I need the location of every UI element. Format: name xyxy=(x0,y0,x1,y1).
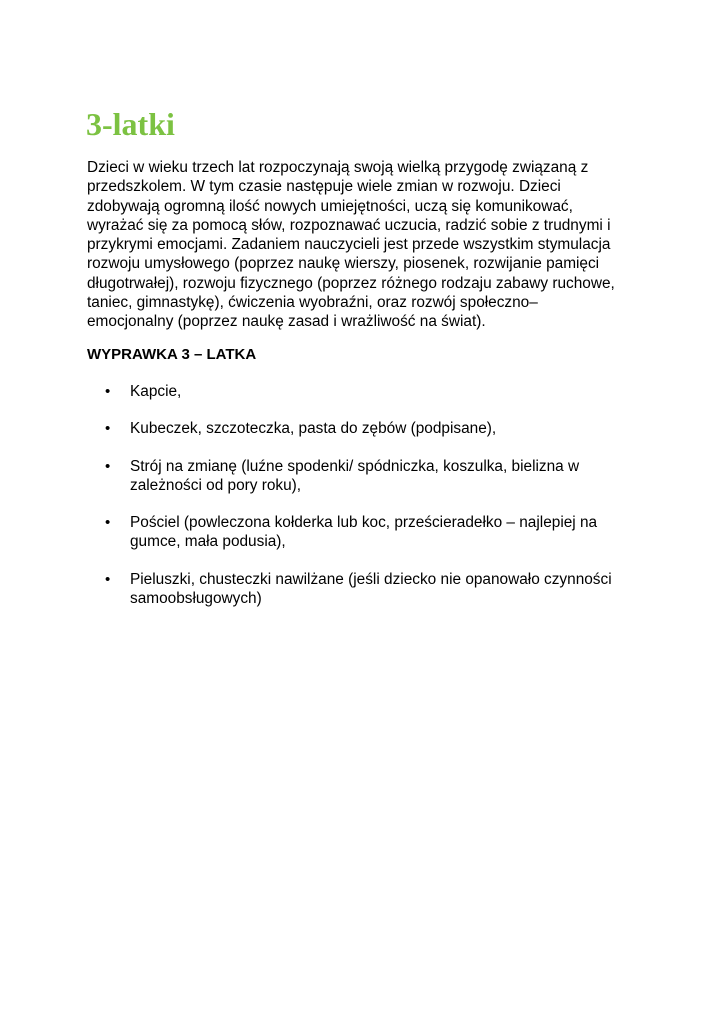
list-item-text: Kubeczek, szczoteczka, pasta do zębów (podpisane), xyxy=(130,420,497,438)
list-item-text: Strój na zmianę (luźne spodenki/ spódniczka, koszulka, bielizna w xyxy=(130,457,580,475)
intro-line: przedszkolem. W tym czasie następuje wiele zmian w rozwoju. Dzieci xyxy=(87,178,561,196)
document-title: 3-latki xyxy=(86,106,175,142)
intro-line: wyrażać się za pomocą słów, rozpoznawać uczucia, radzić sobie z trudnymi i xyxy=(87,216,611,234)
list-item xyxy=(87,419,647,438)
bullet-icon: • xyxy=(105,514,111,532)
list-item-text: samoobsługowych) xyxy=(130,590,262,608)
bullet-icon: • xyxy=(105,420,111,438)
intro-line: rozwoju umysłowego (poprzez naukę wierszy, piosenek, rozwijanie pamięci xyxy=(87,255,600,273)
list-item-text: Pieluszki, chusteczki nawilżane (jeśli dziecko nie opanowało czynności xyxy=(130,570,612,588)
list-item xyxy=(87,457,647,496)
list-item xyxy=(87,382,647,401)
bullet-icon: • xyxy=(105,570,111,588)
intro-line: zdobywają ogromną ilość nowych umiejętności, uczą się komunikować, xyxy=(87,197,573,215)
intro-line: Dzieci w wieku trzech lat rozpoczynają swoją wielką przygodę związaną z xyxy=(87,159,589,176)
intro-line: długotrwałej), rozwoju fizycznego (poprzez różnego rodzaju zabawy ruchowe, xyxy=(87,274,615,292)
intro-paragraph xyxy=(87,158,647,332)
bullet-icon: • xyxy=(105,383,111,400)
section-heading: WYPRAWKA 3 – LATKA xyxy=(87,346,257,363)
list-item-text: zależności od pory roku), xyxy=(130,476,302,494)
list-item-text: Pościel (powleczona kołderka lub koc, prześcieradełko – najlepiej na xyxy=(130,514,598,532)
list-item-text: Kapcie, xyxy=(130,383,182,400)
list-item-text: gumce, mała podusia), xyxy=(130,533,286,551)
list-item xyxy=(87,513,647,552)
list-item xyxy=(87,570,647,609)
intro-line: emocjonalny (poprzez naukę zasad i wrażliwość na świat). xyxy=(87,313,486,331)
intro-line: przykrymi emocjami. Zadaniem nauczycieli jest przede wszystkim stymulacja xyxy=(87,236,611,254)
supplies-list xyxy=(87,382,647,626)
intro-line: taniec, gimnastykę), ćwiczenia wyobraźni, oraz rozwój społeczno– xyxy=(87,294,538,312)
bullet-icon: • xyxy=(105,457,111,475)
